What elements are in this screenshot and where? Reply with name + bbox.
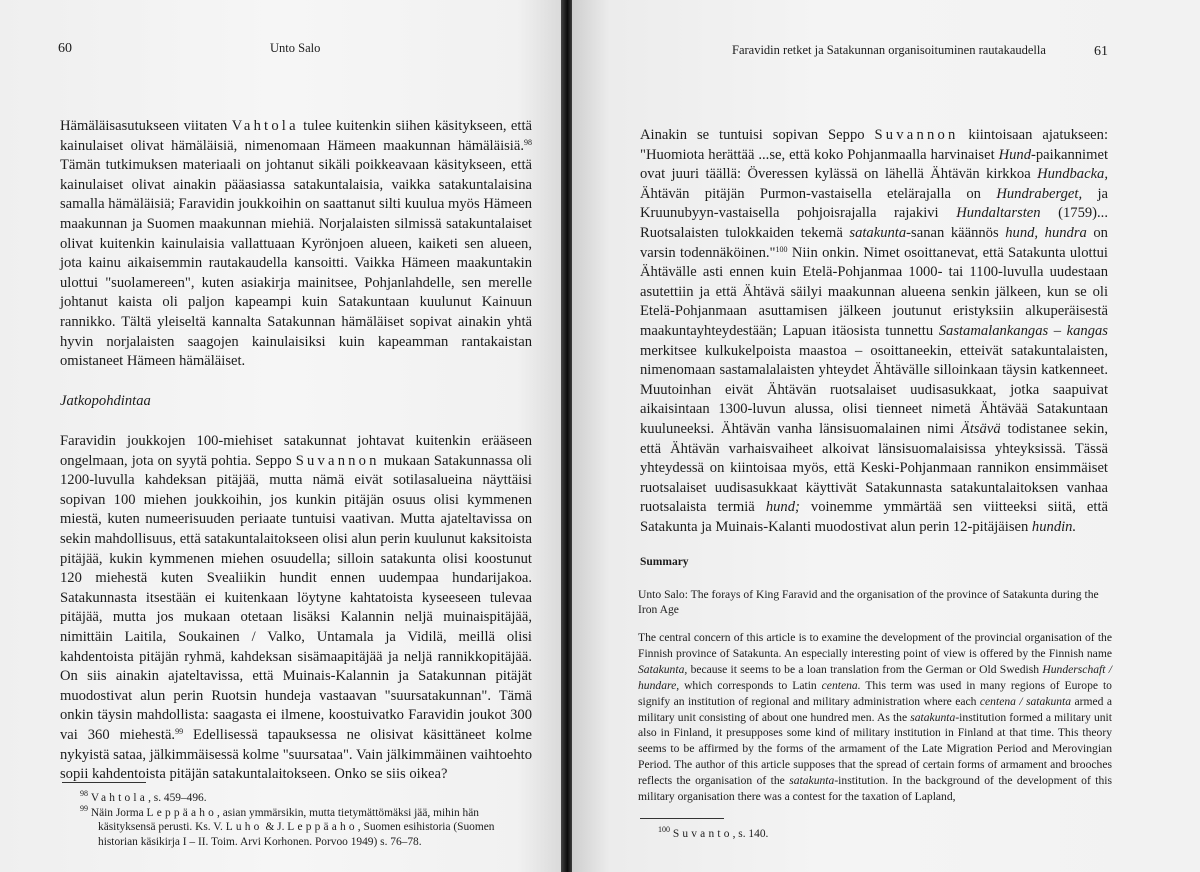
spaced-name: Leppäaho bbox=[287, 821, 358, 833]
text-run: because it seems to be a loan translation from the German or Old Swedish bbox=[687, 662, 1043, 676]
italic-run: satakunta bbox=[789, 774, 835, 788]
text-run: kiintoisaan ajatukseen: "Huomiota herättää ...se, että koko Pohjanmaalla harvinaiset bbox=[640, 127, 1109, 163]
footnote-99 bbox=[80, 803, 532, 850]
text-run: -sanan käännös bbox=[906, 224, 1006, 241]
body-paragraph bbox=[60, 117, 532, 372]
spaced-name: Suvannon bbox=[874, 127, 959, 143]
page-number: 61 bbox=[1094, 44, 1108, 59]
text-run: Faravidin joukkojen 100-miehiset satakunnat johtavat kuitenkin erääseen ongelmaan, jota on syytä pohtia. Seppo bbox=[60, 433, 532, 469]
text-run: The central concern of this article is to examine the development of the provincial organisation of the Finnish province of Satakunta. An especially interesting point of view is offered by the Finnish name bbox=[638, 631, 1112, 660]
text-run: ja Kruunubyyn-vastaisella pohjoisrajalla rajakivi bbox=[640, 185, 1108, 222]
italic-run: Ätsävä bbox=[960, 420, 1001, 437]
spaced-name: Suvannon bbox=[295, 452, 380, 469]
running-head: Faravidin retket ja Satakunnan organisoituminen rautakaudella bbox=[732, 43, 1046, 57]
summary-paragraph bbox=[638, 630, 1112, 805]
paragraph-1 bbox=[640, 126, 1108, 537]
italic-run: Satakunta, bbox=[638, 662, 688, 676]
footnote-ref: 98 bbox=[80, 789, 88, 798]
spaced-name: Suvanto bbox=[672, 828, 733, 840]
italic-run: Hunderschaft / hundare, bbox=[638, 662, 1112, 692]
text-run: Hämäläisasutukseen viitaten bbox=[60, 118, 232, 134]
text-run: , Suomen esihistoria (Suomen historian käsikirja I – II. Toim. Arvi Korhonen. Porvoo 1949) s. 76–78. bbox=[98, 821, 495, 848]
text-run: voinemme ymmärtää sen viitteeksi siitä, että Satakunta ja Muinais-Kalanti muodostivat alun perin 12-pitäjäisen bbox=[640, 499, 1108, 535]
text-run: -institution formed a military unit also in Finland, it presupposes some kind of military institution in Finland at that time. This theory seems to be affirmed by the forms of the armament of the Late Migration Period and Merovingian Period. The author of this article supposes that the spread of certain forms of armament and brooches reflects the organisation of the bbox=[638, 710, 1112, 788]
footnotes bbox=[658, 827, 958, 842]
text-run: Edellisessä tapauksessa ne olisivat käsittäneet kolme nykyistä sataa, jälkimmäisessä kolme "suursataa". Vain jälkimmäinen vaihtoehto sopii kahdentoista pitäjän satakuntalaitokseen. Onko se siis oikea? bbox=[60, 726, 532, 783]
section-heading: Jatkopohdintaa bbox=[60, 393, 151, 409]
summary-title: Unto Salo: The forays of King Faravid and the organisation of the province of Satakunta during the Iron Age bbox=[638, 588, 1099, 616]
italic-run: hund, hundra bbox=[1005, 224, 1087, 241]
text-run: Ähtävän pitäjän Purmon-vastaisella etelärajalla on bbox=[640, 185, 997, 202]
italic-run: satakunta bbox=[849, 224, 907, 241]
text-run: & J. bbox=[262, 821, 288, 833]
italic-run: Hundaltarsten bbox=[956, 205, 1041, 222]
summary-text bbox=[638, 630, 1112, 805]
text-run: mukaan Satakunnassa oli 1200-luvulla kahdeksan pitäjää, mutta nämä eivät sotilasalueina näyttäisi sopivan 100 miehen joukkoihin, jos kunkin pitäjän osuus olisi kymmenen miestä, kuten numeerisuuden periaate tuntuisi vaativan. Mutta ajateltavissa on sekin mahdollisuus, että satakuntalaitokseen olisi alun perin kuulunut kaksitoista pitäjää, kukin kymmenen miehen osuudella; silloin satakunta olisi koostunut 120 miehestä kuten Svealiikin hundit ennen uudempaa hundarijakoa. Satakunnasta itsestään ei kuitenkaan löytyne kahtatoista kyseeseen tulevaa pitäjää, mutta jos mukaan otetaan lisäksi Kalannin neljä muinaispitäjää, nimittäin Laitila, Soukainen / Valko, Untamala ja Vidilä, meillä olisi kahdentoista pitäjän ryhmä, kahdeksan sisämaapitäjää ja neljä rannikkopitäjää. On siis ainakin ajateltavissa, että Muinais-Kalannin ja Satakunnan pitäjät muodostivat alun perin Ruotsin hundeja vastaavan "suursatakunnan". Tämä onkin täysin mahdollista: saagasta ei ilmene, koostuivatko Faravidin joukot 300 vai 360 miehestä. bbox=[60, 452, 532, 743]
text-run: tulee kuitenkin siihen käsitykseen, että kainulaiset olivat hämäläisiä, nimenomaan Hämeen maakunnan hämäläisiä. bbox=[60, 118, 533, 154]
spaced-name: Leppäaho bbox=[146, 806, 218, 819]
footnote-98 bbox=[80, 791, 532, 806]
text-run: -paikannimet ovat juuri täällä: Överessen kylässä on lähellä Ähtävän kirkkoa bbox=[640, 146, 1108, 183]
text-run: on varsin todennäköinen." bbox=[640, 224, 1108, 261]
footnote-ref: 99 bbox=[80, 803, 88, 813]
paragraph-1 bbox=[60, 117, 532, 372]
text-run: (1759)... Ruotsalaisten tulokkaiden tekemä bbox=[640, 205, 1108, 241]
running-head: Unto Salo bbox=[270, 41, 321, 55]
summary-heading: Summary bbox=[640, 556, 689, 568]
italic-run: centena. bbox=[821, 678, 861, 692]
italic-run: hund; bbox=[765, 499, 800, 516]
text-run: Näin Jorma bbox=[88, 806, 147, 819]
text-run: Ainakin se tuntuisi sopivan Seppo bbox=[640, 127, 875, 143]
italic-run: Hundraberget, bbox=[996, 185, 1083, 202]
text-run: Niin onkin. Nimet osoittanevat, että Satakunta ulottui Ähtävälle asti ennen kuin Etelä-Pohjanmaa 1000- tai 1100-luvulla uudestaan asutettiin ja että Ähtävä säilyi maakunnan alueena senkin jälkeen, kun se oli Etelä-Pohjanmaan asuttamisen jälkeen joutunut eristyksiin alkuperäisestä maakuntayhteydestään; Lapuan itäosista tunnettu bbox=[640, 244, 1108, 339]
italic-run: hundin. bbox=[1031, 518, 1077, 535]
footnote-rule bbox=[62, 782, 146, 783]
spaced-name: Vahtola bbox=[90, 792, 149, 804]
footnotes bbox=[80, 791, 532, 849]
footnote-rule bbox=[640, 818, 724, 819]
text-run: , s. 459–496. bbox=[148, 792, 207, 804]
italic-run: Hundbacka, bbox=[1037, 166, 1108, 183]
text-run: This term was used in many regions of Europe to signify an institution of regional and military administration where each bbox=[638, 678, 1112, 708]
text-run: merkitsee kulkukelpoista maastoa – osoittaneekin, etteivät satakuntalaisten, nimenomaan sastamalalaisten yhteydet Ähtävälle silloinkaan täysin katkenneet. Muutoinhan eivät Ähtävän ruotsalaiset uudisasukkaat, jotka saapuivat aikaisintaan 1300-luvun alussa, olisi tienneet nimetä Ähtävää Satakuntaan kuuluneeksi. Ähtävän vanha länsisuomalainen nimi bbox=[640, 342, 1108, 437]
body-paragraph bbox=[60, 432, 532, 785]
footnote-100 bbox=[658, 827, 958, 842]
text-run: , asian ymmärsikin, mutta tietymättömäksi jää, mihin hän käsityksensä perusti. Ks. V. bbox=[98, 806, 479, 833]
right-page bbox=[572, 0, 1200, 872]
body-paragraph bbox=[640, 126, 1108, 537]
text-run: armed a military unit consisting of about one hundred men. As the bbox=[638, 694, 1112, 724]
paragraph-2 bbox=[60, 432, 532, 785]
page-number: 60 bbox=[58, 41, 72, 56]
footnote-ref: 100 bbox=[658, 825, 670, 834]
text-run: Tämän tutkimuksen materiaali on johtanut sikäli poikkeavaan käsitykseen, että kainulaiset olivat ainakin pääasiassa satakuntalaisia, vaikka satakuntalaisina samalla hämäläisiä; Faravidin joukkoihin on saattanut silti kuulua myös Hämeen maakunnan ja Suomen maakunnan miehiä. Norjalaisten silmissä satakuntalaiset olivat kuitenkin kainulaisia vallattuaan Kyrönjoen alueen, kaiketi sen alueen, jota kainu aikaisemmin rautakaudella kansoitti. Vaikka Hämeen maakuntakin ulottui "suolamereen", kuten asiakirja mainitsee, Pohjanlahdelle, sen merelle johtanut kaista oli paljon kapeampi kuin Satakuntaan kuulunut Kainuun rannikko. Tältä yleiseltä kannalta Satakunnan hämäläiset sopivat ainakin yhtä hyvin norjalaisten saagojen kainulaisiksi kuin kapeamman rantakaistan omistaneet Hämeen hämäläiset. bbox=[60, 157, 532, 370]
spaced-name: Vahtola bbox=[231, 118, 299, 134]
footnote-ref: 100 bbox=[775, 244, 788, 254]
text-run: -institution. In the background of the development of this military organisation there was a contest for the taxation of Lapland, bbox=[638, 774, 1112, 804]
italic-run: satakunta bbox=[910, 710, 956, 724]
footnote-ref: 99 bbox=[175, 726, 184, 736]
text-run: which corresponds to Latin bbox=[679, 678, 822, 692]
italic-run: centena / satakunta bbox=[979, 694, 1072, 708]
italic-run: Sastamalankangas – kangas bbox=[938, 322, 1108, 339]
text-run: todistanee sekin, että Ähtävän varhaisvaiheet alkoivat länsisuomalaisissa yhteyksissä. Tässä yhteydessä on kiintoisaa myös, että Keski-Pohjanmaan rannikon ensimmäiset ruotsalaiset uudisasukkaat käyttivät Satakunnasta satakuntalaitoksen vanhaa ruotsalaista termiä bbox=[640, 420, 1109, 516]
text-run: , s. 140. bbox=[732, 828, 769, 840]
footnote-ref: 98 bbox=[524, 137, 532, 147]
left-page bbox=[0, 0, 563, 872]
spaced-name: Luho bbox=[225, 821, 263, 833]
italic-run: Hund bbox=[998, 146, 1031, 163]
